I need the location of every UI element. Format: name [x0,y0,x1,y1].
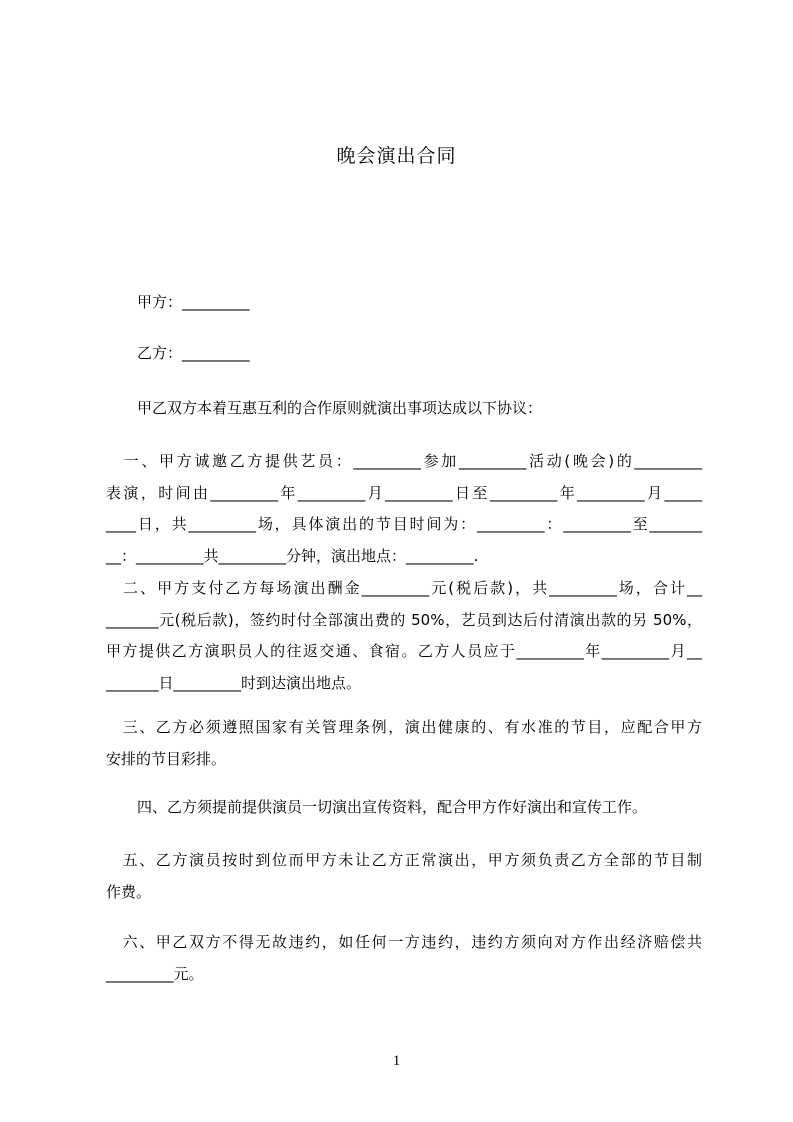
clause-3-line: 三、乙方必须遵照国家有关管理条例，演出健康的、有水准的节目，应配合甲方 [106,718,702,736]
document-title: 晚会演出合同 [336,145,457,167]
clause-2-line: 甲方提供乙方演职员人的往返交通、食宿。乙方人员应于_________年_________月__ [106,642,702,660]
clause-6-line: 六、甲乙双方不得无故违约，如任何一方违约，违约方须向对方作出经济赔偿共 [106,933,702,951]
clause-1-line: ____日，共_________场，具体演出的节目时间为：_________：_________至_______ [106,515,702,533]
party-b-line: 乙方：_________ [137,344,250,362]
clause-1-line: __：_________共_________分钟，演出地点：_________. [106,546,479,565]
clause-6-line: _________元。 [106,964,204,983]
clause-2 [106,573,702,699]
clause-4: 四、乙方须提前提供演员一切演出宣传资料，配合甲方作好演出和宣传工作。 [137,798,648,816]
clause-1-line: 表演，时间由_________年_________月_________日至_________年_________月_____ [106,483,702,502]
party-a-line: 甲方：_________ [137,293,250,311]
clause-1-line: 一、甲方诚邀乙方提供艺员：_________参加_________活动(晚会)的_________ [106,452,702,470]
clause-5-line: 五、乙方演员按时到位而甲方未让乙方正常演出，甲方须负责乙方全部的节目制 [106,851,702,869]
clause-1 [106,446,702,572]
page-number: 1 [392,1053,401,1069]
clause-6 [106,927,702,990]
clause-2-line: _______元(税后款)，签约时付全部演出费的 50%，艺员到达后付清演出款的另 50%， [106,610,702,629]
intro-paragraph: 甲乙双方本着互惠互利的合作原则就演出事项达成以下协议： [137,399,543,417]
clause-3 [106,712,702,775]
clause-5-line: 作费。 [106,882,152,901]
clause-5 [106,845,702,908]
clause-3-line: 安排的节目彩排。 [106,749,227,768]
clause-2-line: _______日_________时到达演出地点。 [106,673,362,692]
clause-2-line: 二、甲方支付乙方每场演出酬金_________元(税后款)，共_________场，合计__ [106,579,702,597]
